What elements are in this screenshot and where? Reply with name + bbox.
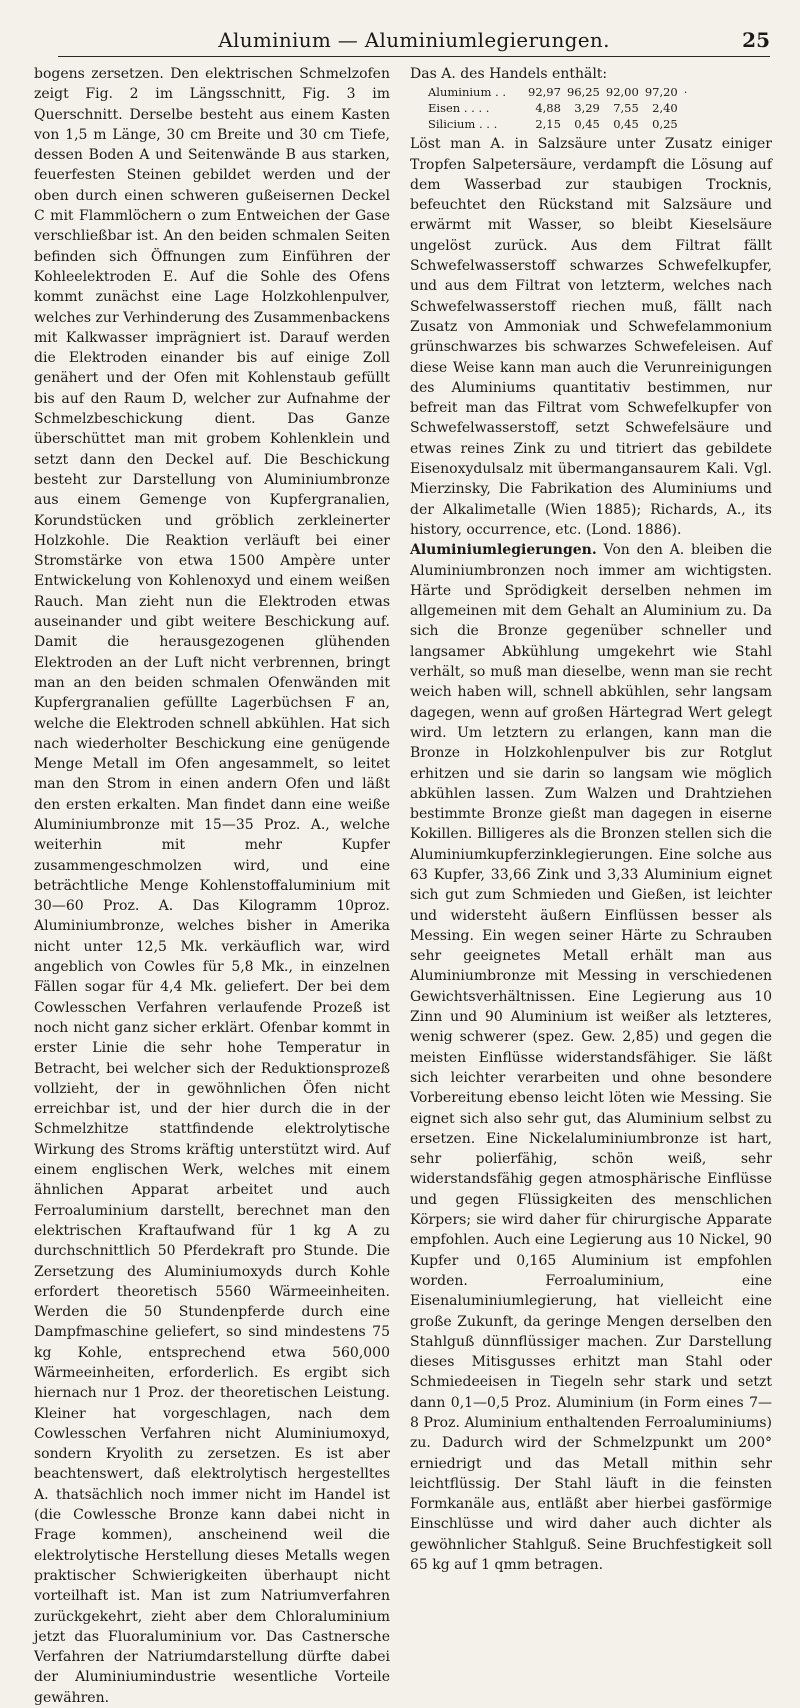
row-label: Silicium . . . bbox=[428, 117, 498, 132]
table-cell: 2,15 bbox=[535, 117, 561, 132]
alloys-paragraph bbox=[410, 540, 772, 1575]
table-row bbox=[428, 84, 693, 100]
table-cell: 0,45 bbox=[613, 117, 639, 132]
table-cell: 2,40 bbox=[652, 101, 678, 116]
table-cell: 92,00 bbox=[605, 85, 639, 100]
table-cell: 4,88 bbox=[535, 101, 561, 116]
table-heading: Das A. des Handels enthält: bbox=[410, 66, 608, 82]
left-column bbox=[34, 64, 390, 1708]
row-label: Aluminium . . bbox=[428, 85, 506, 100]
row-label: Eisen . . . . bbox=[428, 101, 490, 116]
table-cell: 97,20 bbox=[644, 85, 678, 100]
table-cell: 92,97 bbox=[528, 85, 561, 100]
left-column-text: bogens zersetzen. Den elektrischen Schmelzofen zeigt Fig. 2 im Längsschnitt, Fig. 3 im Querschnitt. Derselbe besteht aus einem Kasten von 1,5 m Länge, 30 cm Breite und 30 cm Tiefe, dessen Boden A und Seitenwände B aus starken, feuerfesten Steinen gebildet werden und der oben durch einen schweren gußeisernen Deckel C mit Flammlöchern o zum Entweichen der Gase verschließbar ist. An den beiden schmalen Seiten befinden sich Öffnungen zum Einführen der Kohleelektroden E. Auf die Sohle des Ofens kommt zunächst eine Lage Holzkohlenpulver, welches zur Verhinderung des Zusammenbackens mit Kalkwasser imprägniert ist. Darauf werden die Elektroden einander bis auf einige Zoll genähert und der Ofen mit Kohlenstaub gefüllt bis auf den Raum D, welcher zur Aufnahme der Schmelzbeschickung dient. Das Ganze überschüttet man mit grobem Kohlenklein und setzt dann den Deckel auf. Die Beschickung besteht zur Darstellung von Aluminiumbronze aus einem Gemenge von Kupfergranalien, Korundstücken und gröblich zerkleinerter Holzkohle. Die Reaktion verläuft bei einer Stromstärke von etwa 1500 Ampère unter Entwickelung von Kohlenoxyd und einem weißen Rauch. Man zieht nun die Elektroden etwas auseinander und gibt weitere Beschickung auf. Damit die herausgezogenen glühenden Elektroden an der Luft nicht verbrennen, bringt man an den beiden schmalen Ofenwänden mit Kupfergranalien gefüllte Lagerbüchsen F an, welche die Elektroden schnell abkühlen. Hat sich nach wiederholter Beschickung eine genügende Menge Metall im Ofen angesammelt, so leitet man den Strom in einen andern Ofen und läßt den ersten erkalten. Man findet dann eine weiße Aluminiumbronze mit 15—35 Proz. A., welche weiterhin mit mehr Kupfer zusammengeschmolzen wird, und eine beträchtliche Menge Kohlenstoffaluminium mit 30—60 Proz. A. Das Kilogramm 10proz. Aluminiumbronze, welches bisher in Amerika nicht unter 12,5 Mk. verkäuflich war, wird angeblich von Cowles für 5,8 Mk., in einzelnen Fällen sogar für 4,4 Mk. geliefert. Der bei dem Cowlesschen Verfahren verlaufende Prozeß ist noch nicht ganz sicher erklärt. Ofenbar kommt in erster Linie die sehr hohe Temperatur in Betracht, bei welcher sich der Reduktionsprozeß vollzieht, der in gewöhnlichen Öfen nicht erreichbar ist, und der hier durch die in der Schmelzhitze stattfindende elektrolytische Wirkung des Stroms kräftig unterstützt wird. Auf einem englischen Werk, welches mit einem ähnlichen Apparat arbeitet und auch Ferroaluminium darstellt, berechnet man den elektrischen Kraftaufwand für 1 kg A zu durchschnittlich 50 Pferdekraft pro Stunde. Die Zersetzung des Aluminiumoxyds durch Kohle erfordert theoretisch 5560 Wärmeeinheiten. Werden die 50 Stundenpferde durch eine Dampfmaschine geliefert, so sind mindestens 75 kg Kohle, entsprechend etwa 560,000 Wärmeeinheiten, erforderlich. Es ergibt sich hiernach nur 1 Proz. der theoretischen Leistung. Kleiner hat vorgeschlagen, nach dem Cowlesschen Verfahren nicht Aluminiumoxyd, sondern Kryolith zu zersetzen. Es ist aber beachtenswert, daß elektrolytisch hergestelltes A. thatsächlich noch immer nicht im Handel ist (die Cowlessche Bronze kann dabei nicht in Frage kommen), anscheinend weil die elektrolytische Herstellung dieses Metalls wegen praktischer Schwierigkeiten überhaupt nicht vorteilhaft ist. Man ist zum Natriumverfahren zurückgekehrt, zieht aber dem Chloraluminium jetzt das Fluoraluminium vor. Das Castnersche Verfahren der Natriumdarstellung dürfte dabei der Aluminiumindustrie wesentliche Vorteile gewähren. bbox=[34, 66, 390, 1706]
table-row bbox=[428, 100, 693, 116]
right-column bbox=[410, 64, 772, 1575]
table-cell: 7,55 bbox=[613, 101, 639, 116]
composition-table bbox=[428, 84, 693, 132]
table-cell: 3,29 bbox=[574, 101, 600, 116]
table-cell bbox=[684, 100, 694, 116]
running-title: Aluminium — Aluminiumlegierungen. bbox=[218, 28, 610, 52]
page-header bbox=[58, 26, 770, 57]
table-cell: 96,25 bbox=[566, 85, 600, 100]
table-cell: 0,45 bbox=[574, 117, 600, 132]
analysis-paragraph: Löst man A. in Salzsäure unter Zusatz einiger Tropfen Salpetersäure, verdampft die Lösung auf dem Wasserbad zur staubigen Trocknis, befeuchtet den Rückstand mit Salzsäure und erwärmt mit Wasser, so bleibt Kieselsäure ungelöst zurück. Aus dem Filtrat fällt Schwefelwasserstoff schwarzes Schwefelkupfer, und aus dem Filtrat von letzterm, welches nach Schwefelwasserstoff riechen muß, fällt nach Zusatz von Ammoniak und Schwefelammonium grünschwarzes bis schwarzes Schwefeleisen. Auf diese Weise kann man auch die Verunreinigungen des Aluminiums quantitativ bestimmen, nur befreit man das Filtrat vom Schwefelkupfer von Schwefelwasserstoff, setzt Schwefelsäure und etwas reines Zink zu und titriert das gebildete Eisenoxydulsalz mit übermangansaurem Kali. Vgl. Mierzinsky, Die Fabrikation des Aluminiums und der Alkalimetalle (Wien 1885); Richards, A., its history, occurrence, etc. (Lond. 1886). bbox=[410, 136, 772, 538]
table-cell: · bbox=[683, 85, 688, 100]
table-cell: 0,25 bbox=[652, 117, 678, 132]
page-number: 25 bbox=[742, 28, 770, 52]
table-cell bbox=[684, 116, 694, 132]
alloys-text: Von den A. bleiben die Aluminiumbronzen noch immer am wichtigsten. Härte und Sprödigkeit derselben nehmen im allgemeinen mit dem Gehalt an Aluminium zu. Da sich die Bronze gegenüber schneller und langsamer Abkühlung umgekehrt wie Stahl verhält, so muß man dieselbe, wenn man sie recht weich haben will, schnell abkühlen, sehr langsam dagegen, wenn auf großen Härtegrad Wert gelegt wird. Um letztern zu erlangen, kann man die Bronze in Holzkohlenpulver bis zur Rotglut erhitzen und sie darin so langsam wie möglich abkühlen lassen. Zum Walzen und Drahtziehen bestimmte Bronze gießt man dagegen in eiserne Kokillen. Billigeres als die Bronzen stellen sich die Aluminiumkupferzinklegierungen. Eine solche aus 63 Kupfer, 33,66 Zink und 3,33 Aluminium eignet sich gut zum Schmieden und Gießen, ist leichter und widersteht äußern Einflüssen besser als Messing. Ein wegen seiner Härte zu Schrauben sehr geeignetes Metall erhält man aus Aluminiumbronze mit Messing in verschiedenen Gewichtsverhältnissen. Eine Legierung aus 10 Zinn und 90 Aluminium ist weißer als letzteres, wenig schwerer (spez. Gew. 2,85) und gegen die meisten Einflüsse widerstandsfähiger. Sie läßt sich leichter verarbeiten und ohne besondere Vorbereitung ebenso leicht löten wie Messing. Sie eignet sich also sehr gut, das Aluminium selbst zu ersetzen. Eine Nickelaluminiumbronze ist hart, sehr polierfähig, schön weiß, sehr widerstandsfähig gegen atmosphärische Einflüsse und gegen Flüssigkeiten des menschlichen Körpers; sie wird daher für chirurgische Apparate empfohlen. Auch eine Legierung aus 10 Nickel, 90 Kupfer und 0,165 Aluminium ist empfohlen worden. Ferroaluminium, eine Eisenaluminiumlegierung, hat vielleicht eine große Zukunft, da geringe Mengen derselben den Stahlguß dünnflüssiger machen. Zur Darstellung dieses Mitisgusses erhitzt man Stahl oder Schmiedeeisen in Tiegeln sehr stark und setzt dann 0,1—0,5 Proz. Aluminium (in Form eines 7—8 Proz. Aluminium enthaltenden Ferroaluminiums) zu. Dadurch wird der Schmelzpunkt um 200° erniedrigt und das Metall mithin sehr leichtflüssig. Der Stahl läuft in die feinsten Formkanäle aus, entläßt aber hierbei gasförmige Einschlüsse und wird daher auch dichter als gewöhnlicher Stahlguß. Seine Bruchfestigkeit soll 65 kg auf 1 qmm betragen. bbox=[410, 542, 773, 1574]
table-row bbox=[428, 116, 693, 132]
section-heading: Aluminiumlegierungen. bbox=[410, 542, 597, 559]
